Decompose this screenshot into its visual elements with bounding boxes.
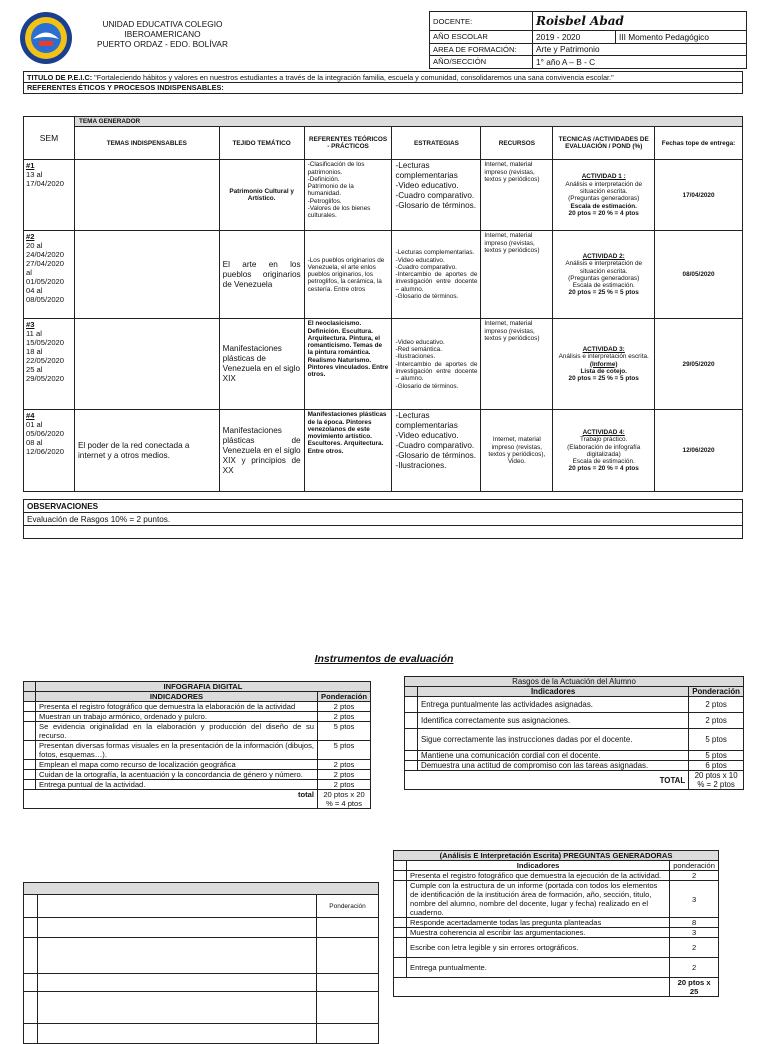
week-date: 01/05/2020 [26,277,65,287]
indicator-points: 5 ptos [318,722,371,741]
indicator-text: Cumple con la estructura de un informe (portada con todos los elementos de identificación de la institución área de formación, año, sección, titulo, nombre del alumno, nombre del docente, lugar y fecha) realizado en el cuaderno. [407,881,670,918]
analisis-table [393,850,719,997]
observaciones-text: Evaluación de Rasgos 10% = 2 puntos. [24,513,743,526]
tecnica-line: (Elaboración de infografía digitalizada) [567,443,641,458]
info-value-docente: Roisbel Abad [533,12,747,31]
week-date: 04 al [26,286,43,296]
indicator-text: Muestra coherencia al escribir las argumentaciones. [407,928,670,938]
table-row [405,729,744,751]
analisis-total-value: 20 ptos x 25 [670,978,719,997]
tecnica-line: (Preguntas generadoras) [568,195,640,203]
peic-label: TITULO DE P.E.I.C: [27,73,93,82]
info-label-seccion: AÑO/SECCIÓN [430,56,533,69]
peic-box [23,71,743,94]
table-row [24,1024,379,1044]
table-row [24,918,379,938]
indicator-text: Presenta el registro fotográfico que demuestra la ejecución de la actividad. [407,871,670,881]
tecnica-line: Análisis e interpretación de situación escrita. [565,180,643,195]
ponderacion-label: 20 ptos = 20 % = 4 ptos [568,465,639,473]
indicator-text: Emplean el mapa como recurso de localización geográfica [36,760,318,770]
table-row [24,938,379,974]
tejido-cell: Manifestaciones plásticas de Venezuela en el siglo XIX [219,319,304,410]
info-value-ano: 2019 - 2020 [533,31,616,44]
table-row [24,780,371,790]
row-marker [405,687,418,697]
col-tema-generador: TEMA GENERADOR [74,117,742,127]
instrumentos-title: Instrumentos de evaluación [314,653,454,665]
indicator-points: 2 ptos [318,712,371,722]
col-tejido: TEJIDO TEMÁTICO [219,127,304,160]
tema-cell [74,231,219,319]
indicator-text: Responde acertadamente todas las pregunta planteadas [407,918,670,928]
tecnica-cell [553,410,655,492]
estrategia-line: -Lecturas complementarias [395,161,458,181]
infografia-col1: INDICADORES [36,692,318,702]
info-label-docente: DOCENTE: [430,12,533,31]
table-row [24,231,743,319]
tecnica-line: Análisis e interpretación escrita. [558,353,649,361]
week-date: 22/05/2020 [26,356,65,366]
estrategia-line: -Video educativo. [395,181,459,191]
tecnica-cell [553,231,655,319]
week-cell [24,160,75,231]
indicator-text: Identifica correctamente sus asignaciones. [418,713,689,729]
week-date: 15/05/2020 [26,338,65,348]
instrumento-label: Escala de estimación. [570,202,637,210]
table-row [24,319,743,410]
table-row [394,938,719,958]
week-cell [24,231,75,319]
tema-cell: El poder de la red conectada a internet y a otros medios. [74,410,219,492]
indicator-points: 5 ptos [689,729,744,751]
rasgos-table [404,676,744,790]
week-date: 05/06/2020 [26,429,65,439]
info-label-ano: AÑO ESCOLAR [430,31,533,44]
table-row [394,928,719,938]
table-row [24,410,743,492]
actividad-label: ACTIVIDAD 1 : [581,173,626,181]
week-date: 24/04/2020 [26,250,65,260]
week-date: 08/05/2020 [26,295,65,305]
week-cell [24,410,75,492]
week-cell [24,319,75,410]
estrategia-line: -Glosario de términos. [395,201,477,211]
estrategia-line: -Intercambio de aportes de investigación entre docente – alumno. [395,271,478,293]
infografia-col2: Ponderación [318,692,371,702]
school-location: PUERTO ORDAZ - EDO. BOLÍVAR [97,39,228,49]
estrategia-line: -Video educativo. [395,338,445,346]
table-row [394,958,719,978]
table-row [24,992,379,1024]
fecha-cell: 08/05/2020 [655,231,743,319]
indicator-points: 2 [670,871,719,881]
week-date: 27/04/2020 [26,259,65,269]
indicator-text: Presenta el registro fotográfico que demuestra la elaboración de la actividad [36,702,318,712]
referentes-cell [304,160,392,231]
estrategias-cell [392,319,481,410]
estrategia-line: -Cuadro comparativo. [395,441,475,451]
table-row [405,761,744,771]
recursos-cell: Internet, material impreso (revistas, textos y periódicos) [481,160,553,231]
col-temas: TEMAS INDISPENSABLES [74,127,219,160]
info-label-area: AREA DE FORMACIÓN: [430,43,533,56]
rasgos-title: Rasgos de la Actuación del Alumno [405,677,744,687]
tecnica-line: (Preguntas generadoras) [568,274,640,282]
observaciones-title: OBSERVACIONES [24,500,743,513]
tecnica-cell [553,160,655,231]
referente-line: -Petroglifos. [307,197,342,205]
blank-rubric-table [23,882,379,1044]
estrategias-cell [392,231,481,319]
estrategia-line: -Red semántica. [395,346,443,354]
fecha-cell: 17/04/2020 [655,160,743,231]
indicator-points: 2 [670,938,719,958]
infografia-table [23,681,371,809]
indicator-points: 8 [670,918,719,928]
tecnica-line: Análisis e interpretación de situación escrita. [565,260,643,275]
indicator-points: 2 [670,958,719,978]
blank-col2: Ponderación [317,895,379,918]
ponderacion-label: 20 ptos = 25 % = 5 ptos [568,375,639,383]
actividad-label: ACTIVIDAD 4: [582,428,625,436]
peic-text: "Fortaleciendo hábitos y valores en nuestros estudiantes a través de la integración familia, escuela y comunidad, consolidaremos una sana convivencia escolar." [92,73,614,82]
estrategia-line: -Glosario de términos. [395,382,459,390]
row-marker [394,861,407,871]
tema-cell [74,160,219,231]
indicator-points: 3 [670,881,719,918]
tejido-cell: Manifestaciones plásticas de Venezuela en el siglo XIX y principios de XX [219,410,304,492]
fecha-cell: 12/06/2020 [655,410,743,492]
indicator-points: 2 ptos [318,770,371,780]
indicator-text: Demuestra una actitud de compromiso con las tareas asignadas. [418,761,689,771]
table-row [394,918,719,928]
referente-line: -Clasificación de los patrimonios. [307,161,365,176]
observaciones-blank [24,526,743,539]
week-date: 18 al [26,347,43,357]
teacher-info-table [429,11,747,69]
info-extra-momento: III Momento Pedagógico [616,31,747,44]
rasgos-col1: Indicadores [418,687,689,697]
ponderacion-label: 20 ptos = 25 % = 5 ptos [568,289,639,297]
total-row [405,771,744,790]
row-marker [24,895,38,918]
indicator-points: 2 ptos [318,760,371,770]
col-recursos: RECURSOS [481,127,553,160]
indicator-points: 2 ptos [318,780,371,790]
referente-line: -Definición. [307,175,340,183]
referente-line: Patrimonio de la humanidad. [307,183,354,198]
fecha-cell: 29/05/2020 [655,319,743,410]
week-date: 25 al [26,365,43,375]
indicator-text: Cuidan de la ortografía, la acentuación y la concordancia de género y número. [36,770,318,780]
instrumento-label: (Informe) [589,360,618,368]
school-logo [19,11,73,65]
week-number: #1 [26,161,35,171]
school-name: UNIDAD EDUCATIVA COLEGIO [102,19,223,29]
analisis-col1: Indicadores [407,861,670,871]
week-date: 17/04/2020 [26,179,65,189]
week-date: 13 al [26,170,43,180]
indicator-text: Entrega puntualmente las actividades asignadas. [418,697,689,713]
analisis-col2: ponderación [670,861,719,871]
school-header [80,19,245,49]
recursos-cell: Internet, material impreso (revistas, textos y periódicos), Video. [481,410,553,492]
row-marker [24,692,36,702]
indicator-points: 2 ptos [689,697,744,713]
table-row [24,770,371,780]
tejido-cell: El arte en los pueblos originarios de Venezuela [219,231,304,319]
table-row [405,751,744,761]
estrategia-line: -Ilustraciones. [395,461,447,471]
table-row [24,712,371,722]
col-tecnicas: TECNICAS /ACTIVIDADES DE EVALUACIÓN / POND (%) [553,127,655,160]
estrategias-cell [392,160,481,231]
tecnica-line: Trabajo práctico. [580,436,628,444]
table-row [24,974,379,992]
blank-col1 [38,895,317,918]
actividad-label: ACTIVIDAD 3: [582,346,625,354]
info-value-area: Arte y Patrimonio [533,43,747,56]
estrategia-line: -Cuadro comparativo. [395,263,457,271]
table-row [394,881,719,918]
tema-cell [74,319,219,410]
estrategia-line: -Lecturas complementarias. [395,249,475,257]
week-number: #2 [26,232,35,242]
indicator-points: 2 ptos [318,702,371,712]
week-number: #4 [26,411,35,421]
indicator-points: 2 ptos [689,713,744,729]
recursos-cell: Internet, material impreso (revistas, textos y periódicos) [481,231,553,319]
col-estrategias: ESTRATEGIAS [392,127,481,160]
recursos-cell: Internet, material impreso (revistas, textos y periódicos) [481,319,553,410]
referentes-title: REFERENTES ÉTICOS Y PROCESOS INDISPENSABLES: [27,83,224,92]
indicator-text: Entrega puntualmente. [407,958,670,978]
row-marker [24,682,36,692]
total-row [24,790,371,809]
planning-table [23,116,743,492]
indicator-points: 6 ptos [689,761,744,771]
col-sem: SEM [24,117,75,160]
week-date: al [26,268,32,278]
rasgos-col2: Ponderación [689,687,744,697]
indicator-text: Sigue correctamente las instrucciones dadas por el docente. [418,729,689,751]
indicator-points: 5 ptos [689,751,744,761]
blank-title-row [24,883,379,895]
indicator-text: Entrega puntual de la actividad. [36,780,318,790]
col-referentes: REFERENTES TEÓRICOS - PRÁCTICOS [304,127,392,160]
week-date: 08 al [26,438,43,448]
info-value-seccion: 1° año A – B - C [533,56,747,69]
estrategias-cell [392,410,481,492]
estrategia-line: -Glosario de términos. [395,293,459,301]
indicator-text: Escribe con letra legible y sin errores ortográficos. [407,938,670,958]
referentes-cell: El neoclasicismo. Definición. Escultura. Arquitectura. Pintura, el romanticismo. Temas de la pintura romántica. Realismo Naturismo. Pintores vinculados. Entre otros. [304,319,392,410]
week-number: #3 [26,320,35,330]
indicator-points: 3 [670,928,719,938]
indicator-text: Muestran un trabajo armónico, ordenado y pulcro. [36,712,318,722]
table-row [24,702,371,712]
indicator-points: 5 ptos [318,741,371,760]
week-date: 01 al [26,420,43,430]
ponderacion-label: 20 ptos = 20 % = 4 ptos [568,209,639,217]
week-date: 11 al [26,329,42,339]
table-row [24,722,371,741]
instrumento-label: Escala de estimación. [572,458,635,466]
observaciones-table [23,499,743,539]
table-row [405,697,744,713]
week-date: 29/05/2020 [26,374,65,384]
instrumento-label-2: Lista de cotejo. [580,367,627,375]
table-row [24,760,371,770]
tejido-cell: Patrimonio Cultural y Artístico. [219,160,304,231]
estrategia-line: -Video educativo. [395,256,445,264]
tecnica-cell [553,319,655,410]
table-row [394,871,719,881]
estrategia-line: -Lecturas complementarias [395,411,458,431]
infografia-total-value: 20 ptos x 20 % = 4 ptos [318,790,371,809]
referentes-cell: -Los pueblos originarios de Venezuela, el arte enlos pueblos originarios, los petroglifos, la cerámica, la cestería. Entre otros [304,231,392,319]
estrategia-line: -Ilustraciones. [395,353,436,361]
actividad-label: ACTIVIDAD 2: [582,252,625,260]
estrategia-line: -Intercambio de aportes de investigación entre docente – alumno. [395,360,478,383]
table-row [24,160,743,231]
rasgos-total-value: 20 ptos x 10 % = 2 ptos [689,771,744,790]
estrategia-line: -Cuadro comparativo. [395,191,475,201]
week-date: 12/06/2020 [26,447,65,457]
estrategia-line: -Video educativo. [395,431,459,441]
week-date: 20 al [26,241,43,251]
total-row [394,978,719,997]
col-fechas: Fechas tope de entrega: [655,127,743,160]
indicator-text: Se evidencia originalidad en la elaboración y producción del diseño de su recurso. [36,722,318,741]
analisis-title: (Análisis E Interpretación Escrita) PREGUNTAS GENERADORAS [394,851,719,861]
referentes-cell: Manifestaciones plásticas de la época. Pintores venezolanos de este movimiento artístico. Escultores. Arquitectura. Entre otros. [304,410,392,492]
instrumento-label: Escala de estimación. [572,282,635,290]
school-name-2: IBEROAMERICANO [124,29,201,39]
indicator-text: Presentan diversas formas visuales en la presentación de la información (dibujos, fotos, esquemas…). [36,741,318,760]
infografia-total-label: total [36,790,318,809]
infografia-title: INFOGRAFIA DIGITAL [36,682,371,692]
referente-line: -Valores de los bienes culturales. [307,205,371,220]
estrategia-line: -Glosario de términos. [395,451,477,461]
table-row [405,713,744,729]
rasgos-total-label: TOTAL [418,771,689,790]
table-row [24,741,371,760]
indicator-text: Mantiene una comunicación cordial con el docente. [418,751,689,761]
